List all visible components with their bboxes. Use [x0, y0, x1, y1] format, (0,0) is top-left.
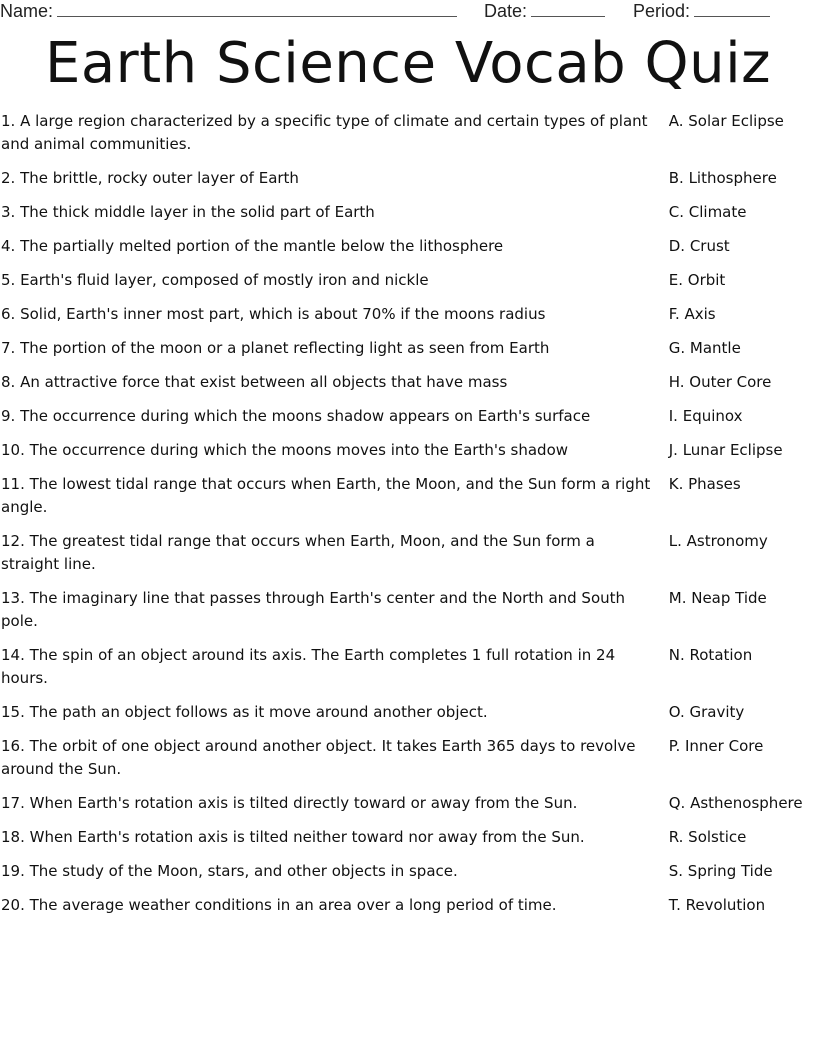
answer-option: E. Orbit: [668, 271, 726, 289]
question-text: 17. When Earth's rotation axis is tilted directly toward or away from the Sun.: [1, 794, 578, 812]
quiz-row: [0, 303, 816, 326]
quiz-row: [0, 337, 816, 360]
answer-option: J. Lunar Eclipse: [668, 441, 783, 459]
question-text: 20. The average weather conditions in an area over a long period of time.: [1, 896, 557, 914]
quiz-row: [0, 860, 816, 883]
answer-option: F. Axis: [668, 305, 716, 323]
quiz-row: [0, 269, 816, 292]
answer-option: T. Revolution: [668, 896, 766, 914]
date-label: Date:: [484, 1, 528, 21]
answer-option: M. Neap Tide: [668, 589, 767, 607]
page-title: Earth Science Vocab Quiz: [44, 31, 772, 96]
answer-option: D. Crust: [668, 237, 730, 255]
question-text: 13. The imaginary line that passes through Earth's center and the North and South pole.: [1, 589, 626, 630]
question-text: 18. When Earth's rotation axis is tilted neither toward nor away from the Sun.: [1, 828, 585, 846]
quiz-row: [0, 735, 816, 781]
quiz-row: [0, 587, 816, 633]
answer-option: R. Solstice: [668, 828, 747, 846]
quiz-row: [0, 371, 816, 394]
quiz-row: [0, 405, 816, 428]
quiz-row: [0, 110, 816, 156]
question-text: 19. The study of the Moon, stars, and other objects in space.: [1, 862, 458, 880]
quiz-row: [0, 894, 816, 917]
quiz-row: [0, 701, 816, 724]
question-text: 15. The path an object follows as it move around another object.: [1, 703, 488, 721]
quiz-row: [0, 439, 816, 462]
answer-option: G. Mantle: [668, 339, 741, 357]
answer-option: K. Phases: [668, 475, 741, 493]
date-field: [484, 0, 605, 22]
question-text: 4. The partially melted portion of the mantle below the lithosphere: [1, 237, 504, 255]
name-label: Name:: [0, 1, 54, 21]
answer-option: I. Equinox: [668, 407, 743, 425]
question-text: 11. The lowest tidal range that occurs when Earth, the Moon, and the Sun form a right angle.: [1, 475, 651, 516]
question-text: 10. The occurrence during which the moons moves into the Earth's shadow: [1, 441, 569, 459]
answer-option: S. Spring Tide: [668, 862, 773, 880]
answer-option: L. Astronomy: [668, 532, 768, 550]
answer-option: Q. Asthenosphere: [668, 794, 803, 812]
period-blank-line[interactable]: [694, 0, 770, 17]
quiz-row: [0, 167, 816, 190]
answer-option: A. Solar Eclipse: [668, 112, 784, 130]
quiz-row: [0, 792, 816, 815]
question-text: 3. The thick middle layer in the solid part of Earth: [1, 203, 375, 221]
question-text: 6. Solid, Earth's inner most part, which is about 70% if the moons radius: [1, 305, 546, 323]
answer-option: N. Rotation: [668, 646, 753, 664]
name-blank-line[interactable]: [57, 0, 457, 17]
question-text: 14. The spin of an object around its axis. The Earth completes 1 full rotation in 24 hours.: [1, 646, 616, 687]
quiz-row: [0, 644, 816, 690]
period-field: [633, 0, 770, 22]
question-text: 1. A large region characterized by a specific type of climate and certain types of plant and animal communities.: [1, 112, 648, 153]
worksheet-header: [0, 0, 816, 24]
question-text: 7. The portion of the moon or a planet reflecting light as seen from Earth: [1, 339, 550, 357]
period-label: Period:: [633, 1, 691, 21]
question-text: 2. The brittle, rocky outer layer of Earth: [1, 169, 299, 187]
quiz-row: [0, 826, 816, 849]
question-text: 9. The occurrence during which the moons shadow appears on Earth's surface: [1, 407, 591, 425]
question-text: 16. The orbit of one object around another object. It takes Earth 365 days to revolve around the Sun.: [1, 737, 636, 778]
quiz-row: [0, 530, 816, 576]
name-field: [0, 0, 457, 22]
answer-option: H. Outer Core: [668, 373, 772, 391]
question-text: 12. The greatest tidal range that occurs when Earth, Moon, and the Sun form a straight line.: [1, 532, 595, 573]
quiz-row: [0, 201, 816, 224]
answer-option: C. Climate: [668, 203, 747, 221]
quiz-row: [0, 235, 816, 258]
question-text: 5. Earth's fluid layer, composed of mostly iron and nickle: [1, 271, 429, 289]
answer-option: O. Gravity: [668, 703, 745, 721]
quiz-list: [0, 110, 816, 928]
quiz-row: [0, 473, 816, 519]
question-text: 8. An attractive force that exist between all objects that have mass: [1, 373, 508, 391]
answer-option: P. Inner Core: [668, 737, 764, 755]
date-blank-line[interactable]: [531, 0, 605, 17]
answer-option: B. Lithosphere: [668, 169, 777, 187]
